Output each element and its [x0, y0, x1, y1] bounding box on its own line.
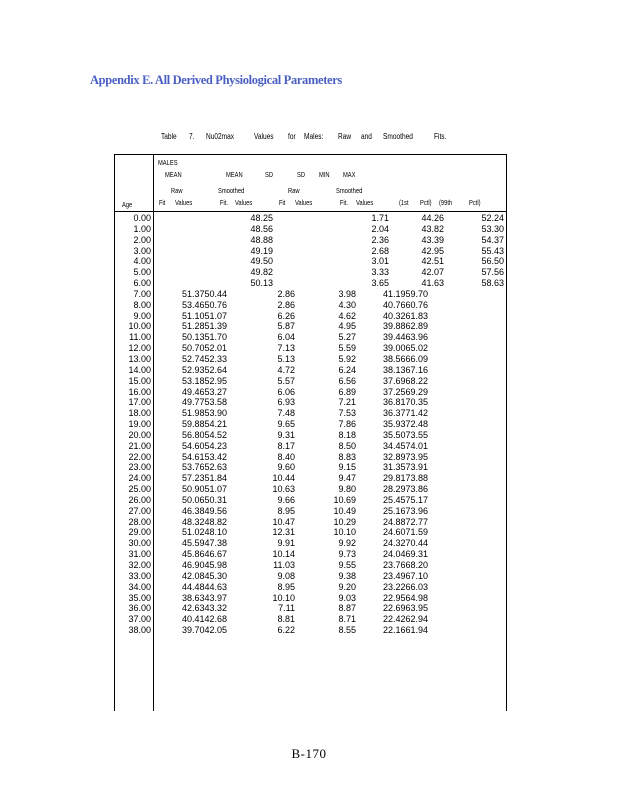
min-max-cell: 39.8862.89 — [383, 321, 429, 332]
header-fit-2: Fit. — [220, 198, 229, 207]
raw-sd-cell: 5.87 — [277, 321, 295, 332]
raw-sd-cell: 10.10 — [272, 592, 295, 603]
raw-sd-cell: 9.08 — [277, 570, 295, 581]
smoothed-sd-cell: 7.86 — [338, 419, 356, 430]
smoothed-sd-cell: 7.21 — [338, 397, 356, 408]
age-cell: 22.00 — [128, 451, 151, 462]
table-row — [115, 473, 506, 484]
age-cell: 9.00 — [133, 310, 151, 321]
age-cell: 1.00 — [133, 223, 151, 234]
table-row — [115, 365, 506, 376]
age-cell: 21.00 — [128, 440, 151, 451]
age-cell: 0.00 — [133, 213, 151, 223]
raw-sd-cell: 11.03 — [273, 560, 295, 570]
caption-number: 7. — [189, 132, 195, 141]
smoothed-sd-cell: 10.49 — [333, 505, 356, 516]
min-max-cell: 37.6968.22 — [383, 375, 429, 386]
age-cell: 37.00 — [128, 614, 151, 625]
min-max-cell: 24.3270.44 — [383, 538, 429, 549]
max-cell: 57.56 — [481, 267, 504, 278]
max-cell: 55.43 — [481, 245, 504, 256]
smoothed-sd-cell: 7.53 — [338, 408, 356, 419]
smoothed-sd-cell: 8.50 — [338, 440, 356, 451]
smoothed-mean-cell: 49.82 — [250, 267, 273, 278]
smoothed-sd-cell: 2.36 — [371, 234, 389, 245]
page-number: B-170 — [291, 746, 327, 761]
table-row — [115, 441, 506, 452]
min-max-cell: 22.1661.94 — [383, 625, 429, 636]
header-99th: (99th — [439, 198, 453, 207]
min-cell: 42.95 — [421, 245, 444, 256]
smoothed-sd-cell: 3.01 — [371, 256, 389, 267]
table-row — [115, 376, 506, 387]
page-heading: Appendix E. All Derived Physiological Parameters — [90, 73, 342, 87]
caption-values: Values — [254, 132, 274, 141]
raw-sd-cell: 10.44 — [272, 473, 295, 484]
table-row — [115, 538, 506, 549]
means-cell: 38.6343.97 — [182, 592, 228, 603]
min-max-cell: 32.8973.95 — [383, 451, 429, 462]
means-cell: 44.4844.63 — [182, 581, 228, 592]
header-fit-3: Fit — [279, 198, 286, 207]
min-max-cell: 24.0469.31 — [383, 549, 429, 560]
smoothed-sd-cell: 6.89 — [338, 386, 356, 397]
table-row — [115, 213, 506, 224]
smoothed-sd-cell: 8.18 — [338, 429, 356, 440]
means-cell: 53.7652.63 — [182, 462, 228, 473]
raw-sd-cell: 9.66 — [277, 494, 295, 505]
min-cell: 43.39 — [421, 234, 444, 245]
table-row — [115, 462, 506, 473]
raw-sd-cell: 2.86 — [277, 288, 295, 299]
caption-smoothed: Smoothed — [383, 132, 413, 141]
smoothed-sd-cell: 8.83 — [338, 451, 356, 462]
min-max-cell: 25.4575.17 — [383, 494, 429, 505]
header-sd-smoothed: SD — [297, 170, 306, 179]
smoothed-sd-cell: 1.71 — [371, 213, 389, 223]
table-row — [115, 311, 506, 322]
raw-sd-cell: 8.17 — [277, 440, 295, 451]
header-mean-smoothed: MEAN — [226, 170, 243, 179]
min-max-cell: 22.4262.94 — [383, 614, 429, 625]
raw-sd-cell: 6.93 — [277, 397, 295, 408]
caption-for: for — [288, 132, 296, 141]
smoothed-sd-cell: 5.59 — [338, 343, 356, 354]
smoothed-sd-cell: 9.03 — [338, 592, 356, 603]
raw-sd-cell: 7.13 — [277, 343, 295, 354]
means-cell: 46.3849.56 — [182, 505, 228, 516]
min-max-cell: 28.2973.86 — [383, 484, 429, 495]
min-max-cell: 25.1673.96 — [383, 505, 429, 516]
min-max-cell: 40.7660.76 — [383, 299, 429, 310]
min-max-cell: 23.4967.10 — [383, 570, 429, 581]
means-cell: 50.1351.70 — [182, 332, 228, 343]
raw-sd-cell: 10.47 — [272, 516, 295, 527]
max-cell: 53.30 — [481, 223, 504, 234]
min-max-cell: 38.1367.16 — [383, 364, 429, 375]
age-cell: 6.00 — [133, 278, 151, 289]
age-cell: 36.00 — [128, 603, 151, 614]
age-cell: 8.00 — [133, 299, 151, 310]
header-pctl-1: Pctl) — [420, 198, 432, 207]
smoothed-sd-cell: 10.10 — [333, 527, 356, 538]
min-max-cell: 22.6963.95 — [383, 603, 429, 614]
raw-sd-cell: 9.31 — [277, 429, 295, 440]
raw-sd-cell: 2.86 — [277, 299, 295, 310]
caption-parameter: Nu02max — [206, 132, 235, 141]
smoothed-sd-cell: 9.92 — [338, 538, 356, 549]
smoothed-sd-cell: 6.24 — [338, 364, 356, 375]
age-cell: 29.00 — [128, 527, 151, 538]
means-cell: 52.9352.64 — [182, 364, 228, 375]
header-smoothed-2: Smoothed — [336, 186, 363, 195]
table-row — [115, 289, 506, 300]
raw-sd-cell: 8.81 — [277, 614, 295, 625]
means-cell: 42.6343.32 — [182, 603, 228, 614]
means-cell: 52.7452.33 — [182, 353, 228, 364]
min-max-cell: 23.2266.03 — [383, 581, 429, 592]
table-row — [115, 387, 506, 398]
table-row — [115, 321, 506, 332]
smoothed-sd-cell: 3.33 — [371, 267, 389, 278]
means-cell: 51.0248.10 — [182, 527, 228, 538]
min-max-cell: 36.8170.35 — [383, 397, 429, 408]
raw-sd-cell: 5.57 — [277, 375, 295, 386]
raw-sd-cell: 8.95 — [277, 505, 295, 516]
age-cell: 3.00 — [133, 245, 151, 256]
header-values-2: Values — [235, 198, 253, 207]
age-cell: 30.00 — [128, 538, 151, 549]
header-smoothed-1: Smoothed — [218, 186, 245, 195]
raw-sd-cell: 4.72 — [277, 364, 295, 375]
age-cell: 15.00 — [128, 375, 151, 386]
smoothed-sd-cell: 5.27 — [338, 332, 356, 343]
smoothed-sd-cell: 3.98 — [338, 288, 356, 299]
header-values-3: Values — [295, 198, 313, 207]
means-cell: 57.2351.84 — [182, 473, 228, 484]
table-row — [115, 593, 506, 604]
age-cell: 2.00 — [133, 234, 151, 245]
age-cell: 28.00 — [128, 516, 151, 527]
raw-sd-cell: 7.48 — [277, 408, 295, 419]
table-row — [115, 397, 506, 408]
raw-sd-cell: 12.31 — [272, 527, 295, 538]
table-row — [115, 495, 506, 506]
age-cell: 18.00 — [128, 408, 151, 419]
smoothed-sd-cell: 6.56 — [338, 375, 356, 386]
smoothed-mean-cell: 48.25 — [250, 213, 273, 223]
means-cell: 53.4650.76 — [182, 299, 228, 310]
smoothed-sd-cell: 5.92 — [338, 353, 356, 364]
min-max-cell: 22.9564.98 — [383, 592, 429, 603]
age-cell: 11.00 — [129, 332, 151, 343]
table-row — [115, 506, 506, 517]
raw-sd-cell: 6.22 — [277, 625, 295, 636]
min-max-cell: 39.0065.02 — [383, 343, 429, 354]
max-cell: 56.50 — [481, 256, 504, 267]
age-cell: 20.00 — [128, 429, 151, 440]
min-max-cell: 24.8872.77 — [383, 516, 429, 527]
means-cell: 42.0845.30 — [182, 570, 228, 581]
smoothed-sd-cell: 4.30 — [338, 299, 356, 310]
age-cell: 12.00 — [128, 343, 151, 354]
means-cell: 50.9051.07 — [182, 484, 228, 495]
caption-sex: Males: — [304, 132, 324, 141]
table-row — [115, 549, 506, 560]
age-cell: 13.00 — [128, 353, 151, 364]
table-row — [115, 560, 506, 571]
header-raw-1: Raw — [171, 186, 183, 195]
table-row — [115, 527, 506, 538]
raw-sd-cell: 6.06 — [277, 386, 295, 397]
table-row — [115, 278, 506, 289]
smoothed-sd-cell: 3.65 — [371, 278, 389, 289]
age-cell: 34.00 — [128, 581, 151, 592]
smoothed-mean-cell: 50.13 — [250, 278, 273, 289]
age-cell: 16.00 — [128, 386, 151, 397]
table-row — [115, 408, 506, 419]
min-max-cell: 31.3573.91 — [383, 462, 429, 473]
min-max-cell: 36.3771.42 — [383, 408, 429, 419]
smoothed-sd-cell: 8.55 — [338, 625, 356, 636]
header-age: Age — [122, 200, 133, 209]
max-cell: 52.24 — [481, 213, 504, 223]
smoothed-sd-cell: 2.04 — [371, 223, 389, 234]
raw-sd-cell: 6.04 — [277, 332, 295, 343]
age-cell: 27.00 — [128, 505, 151, 516]
header-divider — [115, 211, 506, 212]
smoothed-mean-cell: 48.56 — [250, 223, 273, 234]
age-cell: 26.00 — [128, 494, 151, 505]
means-cell: 54.6054.23 — [182, 440, 228, 451]
table-row — [115, 246, 506, 257]
age-cell: 23.00 — [128, 462, 151, 473]
max-cell: 54.37 — [481, 234, 504, 245]
smoothed-sd-cell: 9.47 — [338, 473, 356, 484]
table-row — [115, 235, 506, 246]
smoothed-mean-cell: 49.50 — [250, 256, 273, 267]
header-values-4: Values — [356, 198, 374, 207]
raw-sd-cell: 10.14 — [272, 549, 295, 560]
table-row — [115, 430, 506, 441]
min-cell: 44.26 — [421, 213, 444, 223]
table-row — [115, 603, 506, 614]
means-cell: 49.4653.27 — [182, 386, 228, 397]
means-cell: 50.7052.01 — [182, 343, 228, 354]
means-cell: 59.8854.21 — [182, 419, 228, 430]
table-row — [115, 614, 506, 625]
means-cell: 45.8646.67 — [182, 549, 228, 560]
means-cell: 51.3750.44 — [182, 288, 228, 299]
table-row — [115, 517, 506, 528]
age-cell: 10.00 — [128, 321, 151, 332]
table-row — [115, 582, 506, 593]
means-cell: 39.7042.05 — [182, 625, 228, 636]
means-cell: 40.4142.68 — [182, 614, 228, 625]
age-cell: 32.00 — [128, 560, 151, 570]
age-cell: 35.00 — [128, 592, 151, 603]
raw-sd-cell: 6.26 — [277, 310, 295, 321]
age-cell: 25.00 — [128, 484, 151, 495]
caption-raw: Raw — [338, 132, 352, 141]
min-max-cell: 35.5073.55 — [383, 429, 429, 440]
table-row — [115, 571, 506, 582]
smoothed-sd-cell: 10.69 — [333, 494, 356, 505]
min-cell: 43.82 — [421, 223, 444, 234]
means-cell: 49.7753.58 — [182, 397, 228, 408]
age-cell: 38.00 — [128, 625, 151, 636]
min-max-cell: 39.4463.96 — [383, 332, 429, 343]
age-cell: 7.00 — [133, 288, 151, 299]
table-body — [115, 213, 506, 636]
min-max-cell: 37.2569.29 — [383, 386, 429, 397]
header-raw-2: Raw — [288, 186, 300, 195]
age-cell: 31.00 — [128, 549, 151, 560]
caption-and: and — [361, 132, 372, 141]
table-row — [115, 267, 506, 278]
raw-sd-cell: 5.13 — [277, 353, 295, 364]
min-cell: 41.63 — [421, 278, 444, 289]
smoothed-sd-cell: 2.68 — [371, 245, 389, 256]
table-row — [115, 343, 506, 354]
means-cell: 51.2851.39 — [182, 321, 228, 332]
means-cell: 54.6153.42 — [182, 451, 228, 462]
means-cell: 50.0650.31 — [182, 494, 228, 505]
age-cell: 17.00 — [128, 397, 151, 408]
raw-sd-cell: 9.60 — [277, 462, 295, 473]
age-cell: 4.00 — [133, 256, 151, 267]
table-row — [115, 625, 506, 636]
means-cell: 46.9045.98 — [182, 560, 228, 570]
raw-sd-cell: 7.11 — [278, 603, 295, 614]
header-pctl-99: Pctl) — [469, 198, 481, 207]
caption-fits: Fits. — [434, 132, 447, 141]
table-row — [115, 484, 506, 495]
header-fit-1: Fit — [159, 198, 166, 207]
table-row — [115, 332, 506, 343]
min-cell: 42.51 — [421, 256, 444, 267]
table-row — [115, 300, 506, 311]
header-1st: (1st — [399, 198, 409, 207]
header-group: MALES — [158, 158, 178, 167]
smoothed-sd-cell: 4.95 — [338, 321, 356, 332]
smoothed-sd-cell: 9.38 — [338, 570, 356, 581]
min-max-cell: 29.8173.88 — [383, 473, 429, 484]
smoothed-sd-cell: 9.80 — [338, 484, 356, 495]
smoothed-sd-cell: 10.29 — [333, 516, 356, 527]
raw-sd-cell: 9.65 — [277, 419, 295, 430]
header-min: MIN — [319, 170, 330, 179]
min-max-cell: 38.5666.09 — [383, 353, 429, 364]
min-cell: 42.07 — [421, 267, 444, 278]
smoothed-mean-cell: 48.88 — [250, 234, 273, 245]
min-max-cell: 35.9372.48 — [383, 419, 429, 430]
table-row — [115, 452, 506, 463]
raw-sd-cell: 8.95 — [277, 581, 295, 592]
means-cell: 51.9853.90 — [182, 408, 228, 419]
min-max-cell: 40.3261.83 — [383, 310, 429, 321]
means-cell: 56.8054.52 — [182, 429, 228, 440]
means-cell: 51.1051.07 — [182, 310, 228, 321]
table-row — [115, 354, 506, 365]
header-values-1: Values — [175, 198, 193, 207]
smoothed-sd-cell: 8.71 — [338, 614, 356, 625]
header-fit-4: Fit. — [340, 198, 349, 207]
means-cell: 45.5947.38 — [182, 538, 228, 549]
table-row — [115, 419, 506, 430]
data-table — [114, 154, 507, 711]
table-row — [115, 256, 506, 267]
table-row — [115, 224, 506, 235]
means-cell: 53.1852.95 — [182, 375, 228, 386]
header-sd-raw: SD — [265, 170, 274, 179]
header-mean-raw: MEAN — [165, 170, 182, 179]
min-max-cell: 41.1959.70 — [383, 288, 429, 299]
age-cell: 14.00 — [128, 364, 151, 375]
means-cell: 48.3248.82 — [182, 516, 228, 527]
caption-table: Table — [161, 132, 177, 141]
raw-sd-cell: 8.40 — [277, 451, 295, 462]
smoothed-sd-cell: 9.55 — [338, 560, 356, 570]
header-max: MAX — [343, 170, 356, 179]
age-cell: 33.00 — [128, 570, 151, 581]
smoothed-sd-cell: 9.15 — [338, 462, 356, 473]
age-cell: 24.00 — [128, 473, 151, 484]
smoothed-sd-cell: 8.87 — [338, 603, 356, 614]
age-cell: 19.00 — [128, 419, 151, 430]
smoothed-sd-cell: 4.62 — [338, 310, 356, 321]
min-max-cell: 23.7668.20 — [383, 560, 429, 570]
min-max-cell: 34.4574.01 — [383, 440, 429, 451]
min-max-cell: 24.6071.59 — [383, 527, 429, 538]
raw-sd-cell: 9.91 — [277, 538, 295, 549]
smoothed-mean-cell: 49.19 — [250, 245, 273, 256]
raw-sd-cell: 10.63 — [272, 484, 295, 495]
age-cell: 5.00 — [133, 267, 151, 278]
max-cell: 58.63 — [481, 278, 504, 289]
smoothed-sd-cell: 9.20 — [338, 581, 356, 592]
smoothed-sd-cell: 9.73 — [338, 549, 356, 560]
